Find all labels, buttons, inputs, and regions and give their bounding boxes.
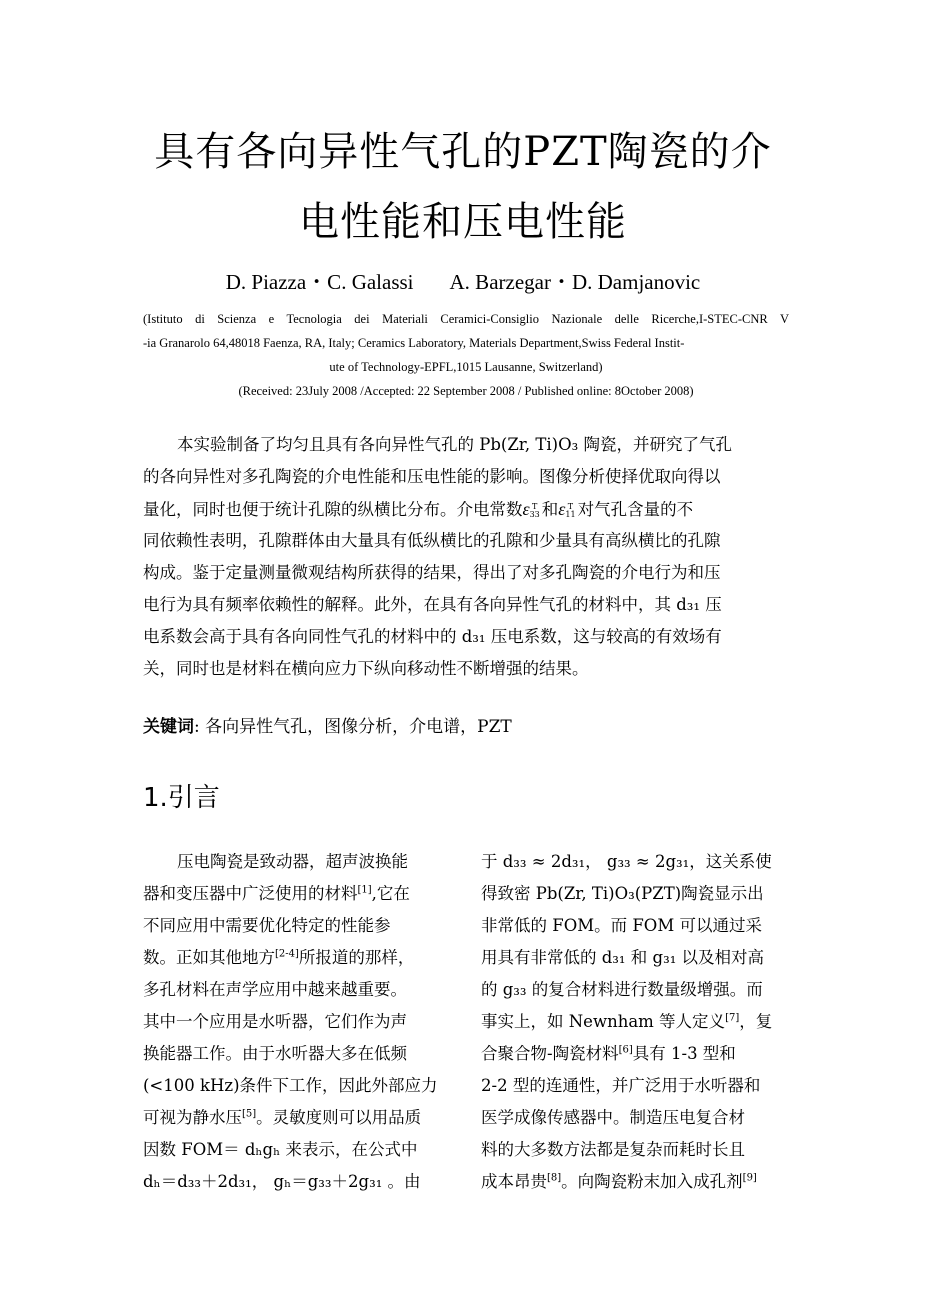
- body-line: 医学成像传感器中。制造压电复合材: [481, 1108, 745, 1127]
- body-line: 非常低的 FOM。而 FOM 可以通过采: [481, 916, 762, 935]
- keywords-label: 关键词: [143, 717, 194, 737]
- body-line: 得致密 Pb(Zr, Ti)O₃(PZT)陶瓷显示出: [481, 884, 764, 903]
- publication-dates: (Received: 23July 2008 /Accepted: 22 September 2008 / Published online: 8October 2008): [238, 384, 694, 398]
- body-line: 换能器工作。由于水听器大多在低频: [143, 1044, 407, 1063]
- body-line: 可视为静水压[5]。灵敏度则可以用品质: [143, 1108, 422, 1127]
- body-line: 合聚合物-陶瓷材料[6]具有 1-3 型和: [481, 1044, 736, 1063]
- body-line: 器和变压器中广泛使用的材料[1],它在: [143, 884, 410, 903]
- body-line: 数。正如其他地方[2-4]所报道的那样，: [143, 948, 415, 967]
- affiliation-line-2: -ia Granarolo 64,48018 Faenza, RA, Italy; Ceramics Laboratory, Materials Department,Swiss Federal Instit-: [143, 336, 685, 350]
- body-line: 成本昂贵[8]。向陶瓷粉末加入成孔剂[9]: [481, 1172, 757, 1191]
- body-line: 的 g₃₃ 的复合材料进行数量级增强。而: [481, 980, 763, 999]
- abstract-line: 构成。鉴于定量测量微观结构所获得的结果，得出了对多孔陶瓷的介电行为和压: [143, 563, 721, 582]
- citation-ref: [1]: [357, 884, 372, 896]
- body-line: 不同应用中需要优化特定的性能参: [143, 916, 391, 935]
- authors-group-1: D. Piazza・C. Galassi: [225, 270, 414, 294]
- citation-ref: [6]: [618, 1044, 633, 1056]
- body-line: 事实上，如 Newnham 等人定义[7]，复: [481, 1012, 773, 1031]
- citation-ref: [5]: [242, 1108, 257, 1120]
- abstract: [143, 429, 789, 685]
- section-heading: 1.引言: [143, 783, 220, 813]
- author-list: [0, 268, 926, 296]
- epsilon-indices: T 11: [565, 501, 576, 519]
- body-line: 多孔材料在声学应用中越来越重要。: [143, 980, 407, 999]
- body-line: 用具有非常低的 d₃₁ 和 g₃₁ 以及相对高: [481, 948, 765, 967]
- citation-ref: [7]: [725, 1012, 740, 1024]
- abstract-line: 同依赖性表明，孔隙群体由大量具有低纵横比的孔隙和少量具有高纵横比的孔隙: [143, 531, 721, 550]
- abstract-line-with-symbols: 量化，同时也便于统计孔隙的纵横比分布。介电常数ε T 33 和ε T 11 对气孔含量的不: [143, 499, 694, 519]
- keywords-text: : 各向异性气孔，图像分析，介电谱，PZT: [194, 717, 512, 737]
- body-line: 因数 FOM＝ dₕgₕ 来表示，在公式中: [143, 1140, 418, 1159]
- body-line: 2-2 型的连通性，并广泛用于水听器和: [481, 1076, 761, 1095]
- authors-group-2: A. Barzegar・D. Damjanovic: [449, 270, 701, 294]
- body-line: 其中一个应用是水听器，它们作为声: [143, 1012, 407, 1031]
- affiliation-line-1: (Istituto di Scienza e Tecnologia dei Materiali Ceramici-Consiglio Nazionale delle Ricerche,I-STEC-CNR V: [143, 312, 789, 326]
- keywords: [143, 712, 789, 742]
- paper-title-line-2: 电性能和压电性能: [299, 199, 627, 245]
- epsilon-symbol: ε: [522, 499, 530, 519]
- citation-ref: [2-4]: [275, 948, 299, 960]
- body-line: (<100 kHz)条件下工作，因此外部应力: [143, 1076, 438, 1095]
- paper-title-line-1: 具有各向异性气孔的PZT陶瓷的介: [154, 129, 772, 175]
- abstract-line: 的各向异性对多孔陶瓷的介电性能和压电性能的影响。图像分析使择优取向得以: [143, 467, 721, 486]
- body-line: 压电陶瓷是致动器，超声波换能: [177, 852, 408, 871]
- epsilon-symbol: ε: [558, 499, 566, 519]
- abstract-line: 关，同时也是材料在横向应力下纵向移动性不断增强的结果。: [143, 659, 589, 678]
- body-column-right: [481, 846, 786, 1198]
- body-line: dₕ＝d₃₃＋2d₃₁， gₕ＝g₃₃＋2g₃₁ 。由: [143, 1172, 421, 1191]
- abstract-line: 电系数会高于具有各向同性气孔的材料中的 d₃₁ 压电系数，这与较高的有效场有: [143, 627, 722, 646]
- abstract-line: 本实验制备了均匀且具有各向异性气孔的 Pb(Zr, Ti)O₃ 陶瓷，并研究了气孔: [177, 435, 732, 454]
- body-line: 于 d₃₃ ≈ 2d₃₁， g₃₃ ≈ 2g₃₁，这关系使: [481, 852, 772, 871]
- body-column-left: [143, 846, 448, 1198]
- epsilon-indices: T 33: [529, 501, 540, 519]
- citation-ref: [8]: [547, 1172, 562, 1184]
- body-line: 料的大多数方法都是复杂而耗时长且: [481, 1140, 745, 1159]
- citation-ref: [9]: [742, 1172, 757, 1184]
- affiliation-line-3: ute of Technology-EPFL,1015 Lausanne, Switzerland): [329, 360, 603, 374]
- abstract-line: 电行为具有频率依赖性的解释。此外，在具有各向异性气孔的材料中，其 d₃₁ 压: [143, 595, 722, 614]
